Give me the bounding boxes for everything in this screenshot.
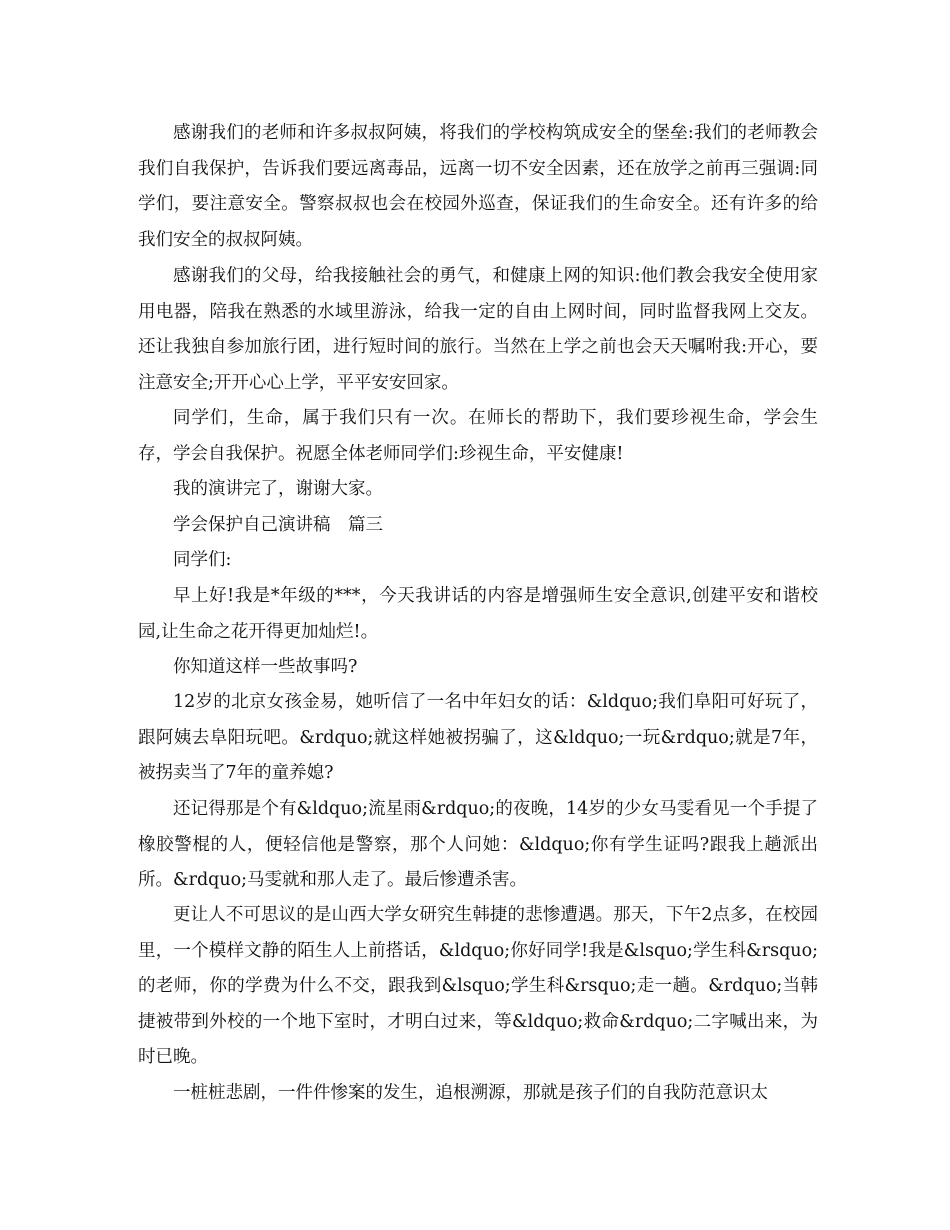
paragraph-greeting: 早上好!我是*年级的***，今天我讲话的内容是增强师生安全意识,创建平安和谐校园,让生命之花开得更加灿烂!。 bbox=[138, 586, 818, 642]
paragraph-thanks-teachers: 感谢我们的老师和许多叔叔阿姨，将我们的学校构筑成安全的堡垒:我们的老师教会我们自我保护，告诉我们要远离毒品，远离一切不安全因素，还在放学之前再三强调:同学们，要注意安全。警察叔叔也会在校园外巡查，保证我们的生命安全。还有许多的给我们安全的叔叔阿姨。 bbox=[138, 123, 818, 250]
salutation: 同学们: bbox=[173, 550, 232, 570]
paragraph-cherish-life: 同学们，生命，属于我们只有一次。在师长的帮助下，我们要珍视生命，学会生存，学会自我保护。祝愿全体老师同学们:珍视生命，平安健康! bbox=[138, 408, 818, 464]
paragraph-conclusion: 一桩桩悲剧，一件件惨案的发生，追根溯源，那就是孩子们的自我防范意识太 bbox=[173, 1083, 768, 1103]
paragraph-story-1: 12岁的北京女孩金易，她听信了一名中年妇女的话：&ldquo;我们阜阳可好玩了，跟阿姨去阜阳玩吧。&rdquo;就这样她被拐骗了，这&ldquo;一玩&rdquo;就是7年，被拐卖当了7年的童养媳? bbox=[138, 692, 818, 783]
paragraph-story-2: 还记得那是个有&ldquo;流星雨&rdquo;的夜晚，14岁的少女马雯看见一个手提了橡胶警棍的人，便轻信他是警察，那个人问她：&ldquo;你有学生证吗?跟我上趟派出所。&rdquo;马雯就和那人走了。最后惨遭杀害。 bbox=[138, 799, 818, 890]
paragraph-story-3: 更让人不可思议的是山西大学女研究生韩捷的悲惨遭遇。那天，下午2点多，在校园里，一个模样文静的陌生人上前搭话，&ldquo;你好同学!我是&lsquo;学生科&rsquo;的老师，你的学费为什么不交，跟我到&lsquo;学生科&rsquo;走一趟。&rdquo;当韩捷被带到外校的一个地下室时，才明白过来，等&ldquo;救命&rdquo;二字喊出来，为时已晚。 bbox=[138, 905, 818, 1067]
closing-line: 我的演讲完了，谢谢大家。 bbox=[173, 479, 383, 499]
question-line: 你知道这样一些故事吗? bbox=[173, 657, 358, 677]
section-heading: 学会保护自己演讲稿 篇三 bbox=[173, 515, 383, 535]
paragraph-thanks-parents: 感谢我们的父母，给我接触社会的勇气，和健康上网的知识:他们教会我安全使用家用电器，陪我在熟悉的水域里游泳，给我一定的自由上网时间，同时监督我网上交友。还让我独自参加旅行团，进行短时间的旅行。当然在上学之前也会天天嘱咐我:开心，要注意安全;开开心心上学，平平安安回家。 bbox=[138, 266, 818, 393]
